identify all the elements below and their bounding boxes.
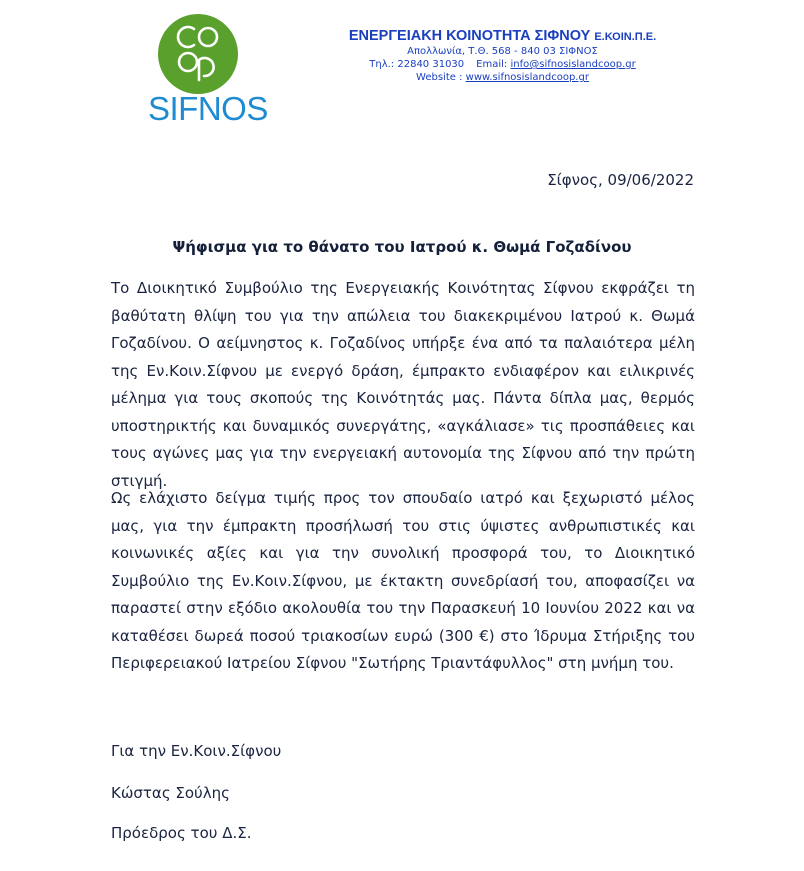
org-legal-form: Ε.ΚΟΙΝ.Π.Ε. <box>594 31 657 43</box>
logo-wordmark: SIFNOS <box>148 90 268 127</box>
org-website-line <box>330 71 675 84</box>
organization-header <box>330 28 675 84</box>
website-link[interactable]: www.sifnosislandcoop.gr <box>465 72 589 83</box>
org-phone: Τηλ.: 22840 31030 <box>369 59 465 70</box>
signature-on-behalf: Για την Εν.Κοιν.Σίφνου <box>111 742 282 760</box>
paragraph-text: Ως ελάχιστο δείγμα τιμής προς τον σπουδαίο ιατρό και ξεχωριστό μέλος μας, για την έμπρακτη προσήλωσή του στις ύψιστες ανθρωπιστικές και κοινωνικές αξίες και για την συνολική προσφορά του, το Διοικητικό Συμβούλιο της Εν.Κοιν.Σίφνου, με έκτακτη συνεδρίασή του, αποφασίζει να παραστεί στην εξόδιο ακολουθία του την Παρασκευή 10 Ιουνίου 2022 και να καταθέσει δωρεά ποσού τριακοσίων ευρώ (300 €) στο Ίδρυμα Στήριξης του Περιφερειακού Ιατρείου Σίφνου "Σωτήρης Τριαντάφυλλος" στη μνήμη του. <box>111 489 695 672</box>
org-name <box>330 28 675 45</box>
org-name-text: ΕΝΕΡΓΕΙΑΚΗ ΚΟΙΝΟΤΗΤΑ ΣΙΦΝΟΥ <box>348 28 591 44</box>
signature-name: Κώστας Σούλης <box>111 784 230 802</box>
body-paragraph-1 <box>111 275 695 495</box>
signature-role: Πρόεδρος του Δ.Σ. <box>111 824 252 842</box>
paragraph-text: Το Διοικητικό Συμβούλιο της Ενεργειακής Κοινότητας Σίφνου εκφράζει τη βαθύτατη θλίψη του για την απώλεια του διακεκριμένου Ιατρού κ. Θωμά Γοζαδίνου. Ο αείμνηστος κ. Γοζαδίνος υπήρξε ένα από τα παλαιότερα μέλη της Εν.Κοιν.Σίφνου με ενεργό δράση, έμπρακτο ενδιαφέρον και ειλικρινές μέλημα για τους σκοπούς της Κοινότητάς μας. Πάντα δίπλα μας, θερμός υποστηρικτής και δυναμικός συνεργάτης, «αγκάλιασε» τις προσπάθειες και τους αγώνες μας για την ενεργειακή αυτονομία της Σίφνου από την πρώτη στιγμή. <box>111 279 695 490</box>
org-address: Απολλωνία, Τ.Θ. 568 - 840 03 ΣΙΦΝΟΣ <box>407 46 598 57</box>
email-link[interactable]: info@sifnosislandcoop.gr <box>510 59 636 70</box>
org-contact-line <box>330 58 675 71</box>
website-label: Website : <box>416 72 463 83</box>
coop-logo-icon <box>158 14 238 94</box>
email-label: Email: <box>476 59 508 70</box>
document-date: Σίφνος, 09/06/2022 <box>547 171 694 189</box>
sifnos-coop-logo <box>148 14 268 127</box>
body-paragraph-2 <box>111 485 695 678</box>
document-title: Ψήφισμα για το θάνατο του Ιατρού κ. Θωμά Γοζαδίνου <box>172 238 632 256</box>
